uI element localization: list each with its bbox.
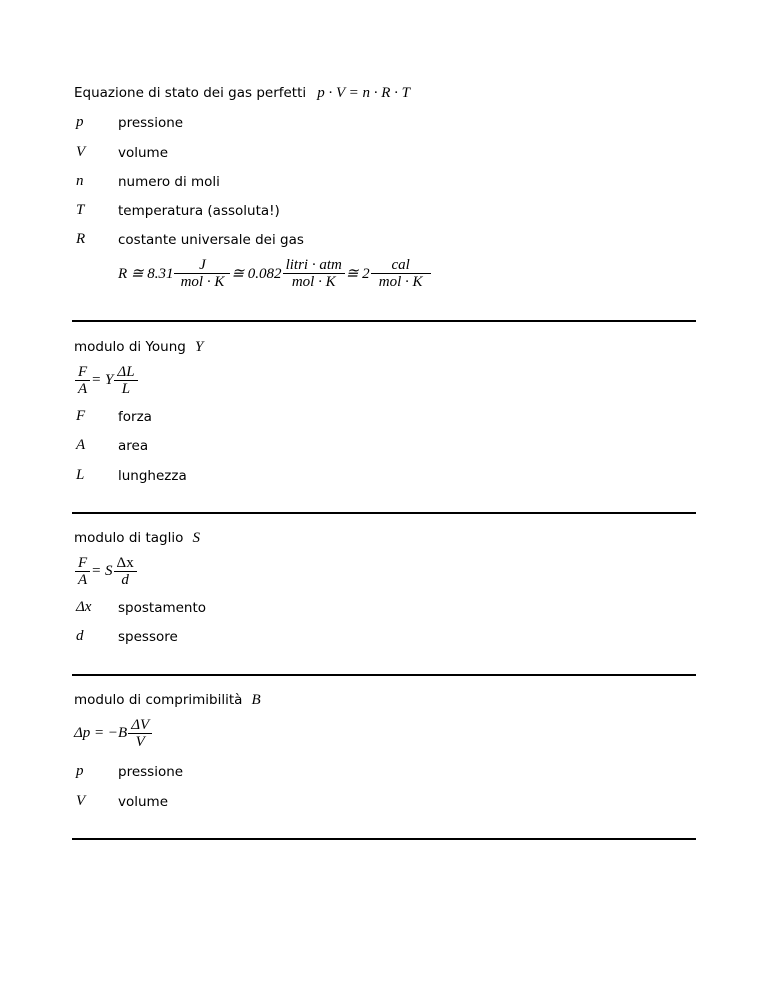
shear-var-desc: spostamento bbox=[118, 600, 207, 616]
r-mid-1: ≅ 0.082 bbox=[231, 266, 282, 282]
fraction-numerator: ΔL bbox=[117, 364, 135, 380]
gas-title: Equazione di stato dei gas perfetti bbox=[74, 85, 307, 101]
young-var-desc: forza bbox=[118, 409, 152, 425]
gas-var-symbol: n bbox=[76, 173, 84, 189]
shear-symbol: S bbox=[192, 530, 200, 546]
gas-var-desc: temperatura (assoluta!) bbox=[118, 203, 280, 219]
fraction-numerator: Δx bbox=[116, 555, 134, 571]
young-var-symbol: F bbox=[76, 408, 86, 424]
fraction-denominator: V bbox=[128, 733, 152, 750]
fraction-denominator: mol · K bbox=[283, 273, 345, 290]
fraction-denominator: d bbox=[114, 571, 137, 588]
bulk-symbol: B bbox=[251, 692, 261, 708]
fraction-numerator: F bbox=[78, 555, 88, 571]
bulk-var-desc: volume bbox=[118, 794, 169, 810]
fraction-denominator: A bbox=[75, 571, 90, 588]
shear-var-symbol: Δx bbox=[76, 599, 92, 615]
young-title: modulo di Young bbox=[74, 339, 186, 355]
bulk-var-desc: pressione bbox=[118, 764, 184, 780]
bulk-title: modulo di comprimibilità bbox=[74, 692, 243, 708]
r-lhs: R ≅ 8.31 bbox=[118, 266, 174, 282]
shear-formula-mid: = S bbox=[91, 563, 113, 579]
young-formula bbox=[74, 364, 139, 397]
young-formula-mid: = Y bbox=[91, 372, 114, 388]
section-divider bbox=[72, 320, 696, 322]
fraction-numerator: ΔV bbox=[131, 717, 150, 733]
gas-constant-formula bbox=[118, 257, 432, 290]
young-var-symbol: L bbox=[76, 467, 85, 483]
gas-var-desc: numero di moli bbox=[118, 174, 220, 190]
gas-var-desc: pressione bbox=[118, 115, 184, 131]
bulk-formula-lhs: Δp = −B bbox=[74, 725, 128, 741]
shear-var-desc: spessore bbox=[118, 629, 178, 645]
fraction-numerator: J bbox=[199, 257, 206, 273]
young-var-desc: lunghezza bbox=[118, 468, 187, 484]
fraction-denominator: mol · K bbox=[174, 273, 230, 290]
section-divider bbox=[72, 674, 696, 676]
young-var-desc: area bbox=[118, 438, 149, 454]
gas-var-symbol: T bbox=[76, 202, 85, 218]
gas-var-desc: costante universale dei gas bbox=[118, 232, 304, 248]
shear-formula bbox=[74, 555, 138, 588]
gas-var-desc: volume bbox=[118, 145, 169, 161]
shear-heading bbox=[74, 527, 200, 547]
bulk-heading bbox=[74, 689, 261, 709]
fraction-numerator: litri · atm bbox=[285, 257, 342, 273]
section-divider bbox=[72, 512, 696, 514]
bulk-var-symbol: p bbox=[76, 763, 84, 779]
gas-equation: p · V = n · R · T bbox=[317, 85, 411, 101]
fraction-dx-d bbox=[114, 555, 137, 588]
fraction-numerator: F bbox=[78, 364, 88, 380]
fraction-dv-v bbox=[128, 717, 152, 750]
fraction-denominator: mol · K bbox=[371, 273, 431, 290]
fraction-j bbox=[174, 257, 230, 290]
shear-var-symbol: d bbox=[76, 628, 84, 644]
fraction-f-a bbox=[75, 364, 90, 397]
young-symbol: Y bbox=[194, 339, 204, 355]
fraction-f-a bbox=[75, 555, 90, 588]
fraction-dl-l bbox=[114, 364, 137, 397]
fraction-cal bbox=[371, 257, 431, 290]
shear-title: modulo di taglio bbox=[74, 530, 184, 546]
young-var-symbol: A bbox=[76, 437, 86, 453]
gas-var-symbol: R bbox=[76, 231, 86, 247]
bulk-var-symbol: V bbox=[76, 793, 86, 809]
fraction-denominator: A bbox=[75, 380, 90, 397]
gas-heading bbox=[74, 82, 410, 102]
fraction-denominator: L bbox=[114, 380, 137, 397]
fraction-numerator: cal bbox=[391, 257, 410, 273]
bulk-formula bbox=[74, 717, 153, 750]
section-divider bbox=[72, 838, 696, 840]
gas-var-symbol: p bbox=[76, 114, 84, 130]
young-heading bbox=[74, 336, 203, 356]
gas-var-symbol: V bbox=[76, 144, 86, 160]
fraction-litri-atm bbox=[283, 257, 345, 290]
r-mid-2: ≅ 2 bbox=[345, 266, 370, 282]
